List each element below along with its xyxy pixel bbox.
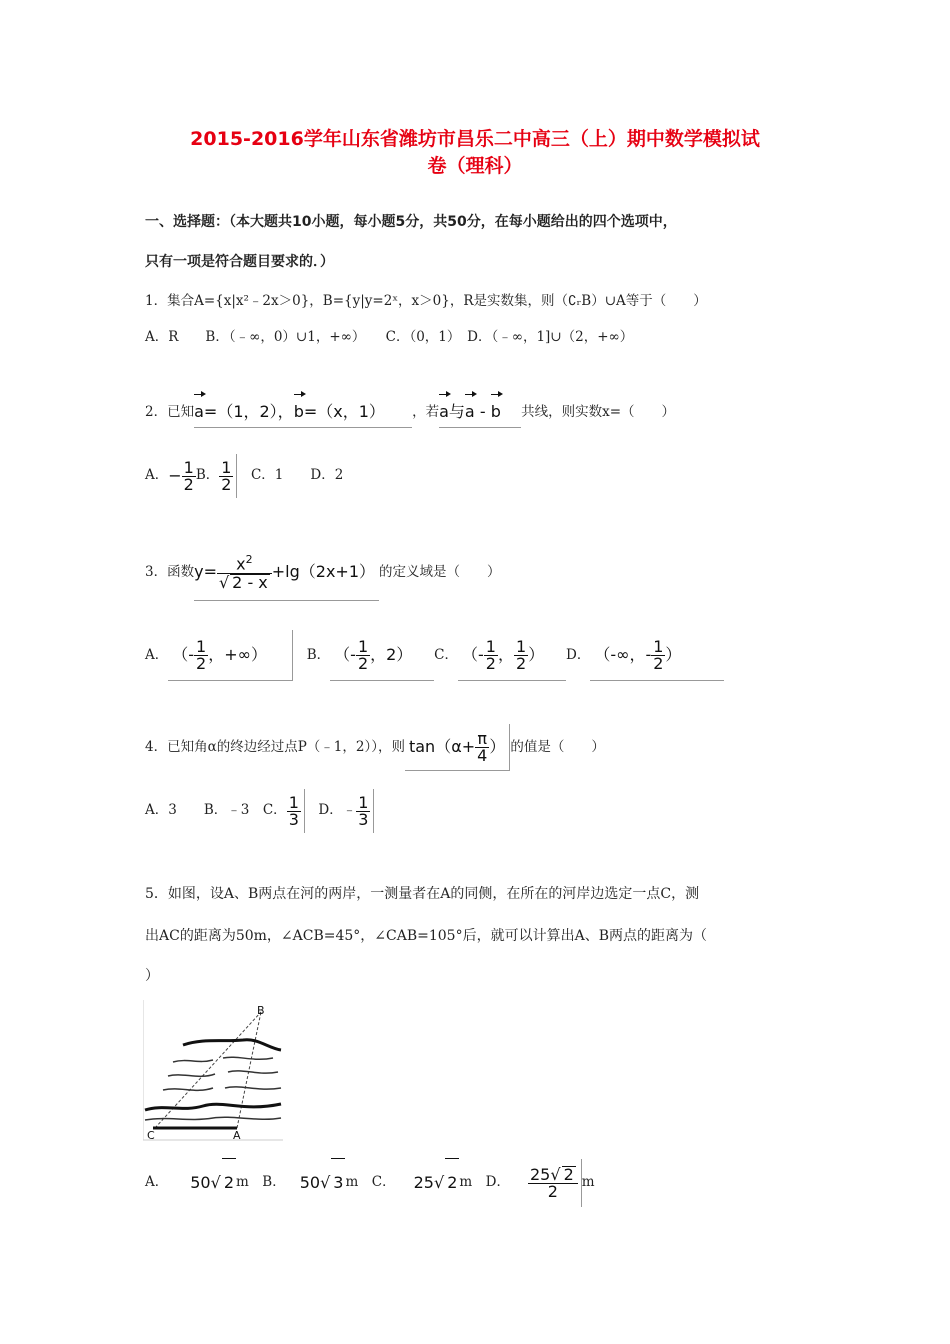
question-3-text bbox=[145, 544, 501, 600]
question-1-options: A．R B．（﹣∞，0）∪1，+∞） C．（0，1） D．（﹣∞，1]∪（2，+∞） bbox=[145, 329, 634, 345]
q3-prefix: 3．函数 bbox=[145, 564, 195, 580]
numerator: 1 bbox=[221, 457, 232, 477]
radicand: 3 bbox=[331, 1158, 345, 1207]
q4-option-d-formula bbox=[356, 789, 374, 833]
fraction bbox=[287, 792, 301, 829]
cond-minus: - bbox=[474, 402, 491, 421]
question-5-line3: ） bbox=[145, 968, 159, 984]
q5-option-d-unit: m bbox=[581, 1174, 595, 1190]
q3-option-a-formula bbox=[168, 630, 293, 681]
question-2-text bbox=[145, 392, 675, 432]
cond-vector-a1: a bbox=[439, 397, 449, 427]
q2-vectors-formula bbox=[194, 397, 412, 428]
river-figure bbox=[143, 1000, 283, 1142]
vector-b: b bbox=[294, 397, 304, 427]
q3-option-d-label: D． bbox=[566, 647, 591, 663]
q3-option-c-label: C． bbox=[434, 647, 459, 663]
denominator: 2 bbox=[183, 474, 194, 494]
denominator: 2 bbox=[196, 654, 207, 673]
fraction-2 bbox=[514, 639, 528, 672]
fraction bbox=[194, 639, 208, 672]
numerator: 25√ 2 bbox=[528, 1166, 578, 1184]
radicand: 2 - x bbox=[232, 572, 268, 592]
denominator: 2 bbox=[653, 654, 664, 673]
denominator: √ 2 - x bbox=[218, 572, 268, 592]
q2-option-a-formula bbox=[168, 454, 196, 498]
q5-option-b-formula: 50√ 3 bbox=[300, 1158, 346, 1207]
vector-b-value: =（x，1） bbox=[303, 402, 385, 421]
point-b-label: B bbox=[257, 1004, 265, 1017]
fraction-1 bbox=[484, 639, 498, 672]
fraction bbox=[651, 639, 665, 672]
numerator: π bbox=[475, 731, 489, 748]
numerator: 1 bbox=[485, 637, 496, 656]
numerator: 1 bbox=[516, 637, 527, 656]
numerator: 1 bbox=[183, 457, 194, 477]
numerator: 1 bbox=[358, 792, 369, 812]
denominator: 2 bbox=[221, 474, 232, 494]
q2-option-b-formula bbox=[219, 454, 237, 498]
coefficient: 50 bbox=[190, 1173, 211, 1192]
q2-option-a-sign: − bbox=[168, 465, 182, 485]
q5-option-d-formula bbox=[528, 1159, 582, 1207]
q2-option-a-label: A． bbox=[145, 467, 169, 483]
point-a-label: A bbox=[233, 1129, 241, 1142]
question-5-line2: 出AC的距离为50m，∠ACB=45°，∠CAB=105°后，就可以计算出A、B两点的距离为（ bbox=[145, 928, 707, 944]
numerator-exponent: 2 bbox=[245, 553, 253, 567]
denominator: 3 bbox=[358, 809, 369, 829]
question-3-options bbox=[145, 630, 724, 680]
numerator: 1 bbox=[196, 637, 207, 656]
q2-suffix: 共线，则实数x=（ ） bbox=[521, 404, 676, 420]
q4-prefix: 4．已知角α的终边经过点P（﹣1，2）），则 bbox=[145, 739, 405, 755]
radicand: 2 bbox=[222, 1158, 236, 1207]
q2-prefix: 2．已知 bbox=[145, 404, 195, 420]
tan-close: ） bbox=[489, 737, 506, 756]
vector-a: a bbox=[194, 397, 204, 427]
q4-suffix: 的值是（ ） bbox=[510, 739, 605, 755]
numerator: 1 bbox=[653, 637, 664, 656]
numerator bbox=[217, 554, 272, 573]
q3-log-part: +lg（2x+1） bbox=[271, 562, 376, 581]
numerator-coefficient: 25 bbox=[530, 1165, 551, 1184]
question-2-options bbox=[145, 453, 343, 497]
q3-y-eq: y= bbox=[194, 562, 217, 581]
q2-option-b-label: B． bbox=[195, 467, 220, 483]
q2-option-a-fraction bbox=[182, 457, 196, 494]
cond-vector-a2: a bbox=[465, 397, 475, 427]
denominator: 2 bbox=[357, 654, 369, 673]
q4-option-d-label: D．﹣ bbox=[304, 802, 357, 818]
fraction bbox=[356, 792, 370, 829]
q3-option-d-formula bbox=[590, 630, 724, 681]
numerator: 1 bbox=[357, 637, 369, 656]
section-header-line2: 只有一项是符合题目要求的．） bbox=[145, 254, 334, 270]
question-4-options bbox=[145, 788, 374, 832]
q3-option-b-label: B． bbox=[306, 647, 331, 663]
denominator: 3 bbox=[288, 809, 299, 829]
denominator: 4 bbox=[477, 746, 488, 765]
q3-option-c-formula bbox=[458, 630, 566, 681]
page-title-line2: 卷（理科） bbox=[427, 155, 523, 177]
fraction bbox=[356, 639, 370, 672]
cond-with: 与 bbox=[448, 402, 465, 421]
numerator-base: x bbox=[236, 554, 246, 574]
figure-background bbox=[143, 1000, 283, 1142]
q2-option-cd: C．1 D．2 bbox=[250, 467, 344, 483]
close: ） bbox=[665, 645, 682, 664]
q2-condition-formula bbox=[439, 397, 521, 428]
q4-tan-formula bbox=[405, 724, 510, 771]
question-1-text: 1．集合A={x|x²﹣2x＞0}，B={y|y=2ˣ，x＞0}，R是实数集，则（∁ᵣB）∪A等于（ ） bbox=[145, 293, 707, 309]
close: ） bbox=[528, 645, 545, 664]
q5-option-b-label: m B． bbox=[236, 1174, 286, 1190]
page-title-line1: 2015-2016学年山东省潍坊市昌乐二中高三（上）期中数学模拟试 bbox=[190, 128, 760, 150]
q4-options-ab: A．3 B．﹣3 C． bbox=[145, 802, 287, 818]
close: ，+∞） bbox=[208, 645, 267, 664]
denominator: 2 bbox=[516, 654, 527, 673]
radicand: 2 bbox=[445, 1158, 459, 1207]
q5-option-d-label: m D． bbox=[459, 1174, 510, 1190]
q3-suffix: 的定义域是（ ） bbox=[379, 564, 501, 580]
open: （- bbox=[334, 645, 356, 664]
point-c-label: C bbox=[147, 1129, 155, 1142]
numerator-radicand: 2 bbox=[563, 1165, 574, 1184]
q2-mid: ，若 bbox=[412, 404, 440, 420]
q3-option-b-formula bbox=[330, 630, 434, 681]
q3-function-formula bbox=[194, 544, 379, 601]
vector-a-value: =（1，2）， bbox=[203, 402, 294, 421]
q5-option-a-label: A． bbox=[145, 1174, 169, 1190]
q2-option-b-fraction bbox=[219, 457, 233, 494]
close: ，2） bbox=[370, 645, 413, 664]
comma: ， bbox=[497, 645, 514, 664]
q5-option-c-label: m C． bbox=[345, 1174, 396, 1190]
question-4-text bbox=[145, 724, 605, 770]
tan-open: tan（α+ bbox=[408, 737, 476, 756]
coefficient: 50 bbox=[299, 1173, 321, 1192]
fraction bbox=[528, 1166, 578, 1200]
open: （-∞，- bbox=[594, 645, 652, 664]
pi-over-4 bbox=[475, 731, 489, 764]
question-5-line1: 5．如图，设A、B两点在河的两岸，一测量者在A的同侧，在所在的河岸边选定一点C，测 bbox=[145, 886, 700, 902]
numerator: 1 bbox=[288, 792, 299, 812]
open: （- bbox=[462, 645, 484, 664]
q5-option-a-formula: 50√ 2 bbox=[190, 1158, 236, 1207]
section-header-line1: 一、选择题：（本大题共10小题，每小题5分，共50分，在每小题给出的四个选项中， bbox=[145, 214, 677, 230]
coefficient: 25 bbox=[413, 1173, 434, 1192]
open: （- bbox=[172, 645, 195, 664]
q3-fraction bbox=[217, 554, 272, 590]
q4-option-c-formula bbox=[287, 789, 305, 833]
denominator: 2 bbox=[485, 654, 496, 673]
denominator: 2 bbox=[547, 1182, 558, 1201]
cond-vector-b: b bbox=[491, 397, 501, 427]
question-5-options bbox=[145, 1158, 595, 1206]
q5-option-c-formula: 25√ 2 bbox=[414, 1158, 460, 1207]
q3-option-a-label: A． bbox=[145, 647, 169, 663]
